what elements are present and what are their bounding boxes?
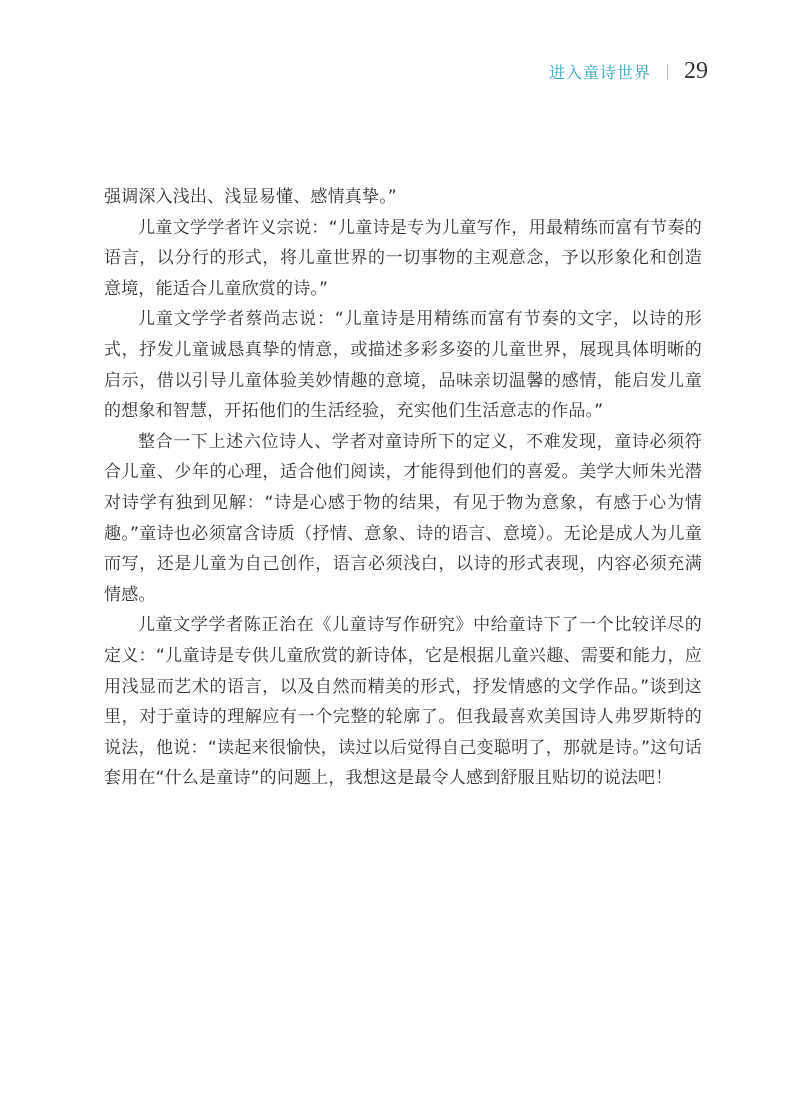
paragraph: 儿童文学学者许义宗说：“儿童诗是专为儿童写作，用最精练而富有节奏的语言，以分行的形式，将儿童世界的一切事物的主观意念，予以形象化和创造意境，能适合儿童欣赏的诗。” [104, 217, 702, 299]
paragraph: 整合一下上述六位诗人、学者对童诗所下的定义，不难发现，童诗必须符合儿童、少年的心理，适合他们阅读，才能得到他们的喜爱。美学大师朱光潜对诗学有独到见解：“诗是心感于物的结果，有见于物为意象，有感于心为情趣。”童诗也必须富含诗质（抒情、意象、诗的语言、意境）。无论是成人为儿童而写，还是儿童为自己创作，语言必须浅白，以诗的形式表现，内容必须充满情感。 [104, 431, 702, 605]
header-divider [667, 64, 668, 80]
section-title: 进入童诗世界 [548, 63, 651, 82]
paragraph: 强调深入浅出、浅显易懂、感情真挚。” [104, 187, 397, 207]
body-text [104, 182, 702, 794]
running-header [549, 58, 708, 85]
paragraph: 儿童文学学者陈正治在《儿童诗写作研究》中给童诗下了一个比较详尽的定义：“儿童诗是专供儿童欣赏的新诗体，它是根据儿童兴趣、需要和能力，应用浅显而艺术的语言，以及自然而精美的形式，抒发情感的文学作品。”谈到这里，对于童诗的理解应有一个完整的轮廓了。但我最喜欢美国诗人弗罗斯特的说法，他说：“读起来很愉快，读过以后觉得自己变聪明了，那就是诗。”这句话套用在“什么是童诗”的问题上，我想这是最令人感到舒服且贴切的说法吧！ [104, 615, 702, 789]
paragraph: 儿童文学学者蔡尚志说：“儿童诗是用精练而富有节奏的文字，以诗的形式，抒发儿童诚恳真挚的情意，或描述多彩多姿的儿童世界，展现具体明晰的启示，借以引导儿童体验美妙情趣的意境，品味亲切温馨的感情，能启发儿童的想象和智慧，开拓他们的生活经验，充实他们生活意志的作品。” [104, 309, 702, 422]
page-number: 29 [684, 58, 708, 84]
